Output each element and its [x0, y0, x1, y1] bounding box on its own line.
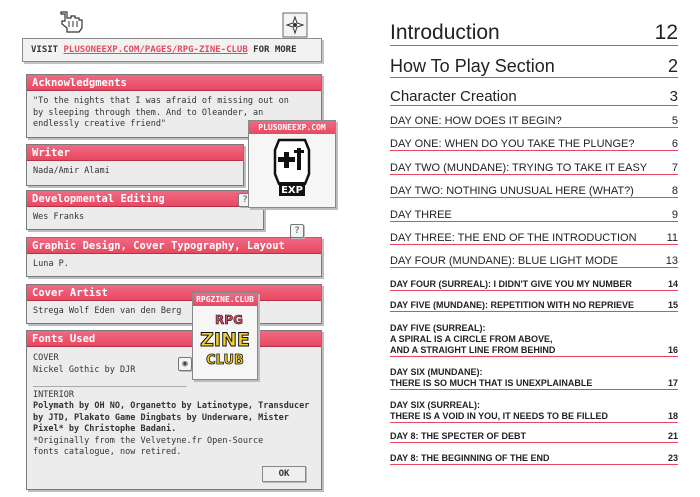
writer-window — [26, 144, 244, 186]
divider: ______________________________ — [33, 378, 187, 388]
acknowledgments-text: "To the nights that I was afraid of missing out on by sleeping through them. And to Oleander, an endlessly creative friend" — [33, 96, 289, 129]
window-title: Fonts Used — [27, 331, 321, 347]
toc-page-number: 2 — [667, 56, 678, 76]
toc-title: DAY THREE — [390, 209, 452, 221]
toc-page-number: 21 — [667, 431, 678, 441]
cover-font-text: Nickel Gothic by DJR — [33, 364, 136, 375]
toc-title: DAY SIX (MUNDANE): THERE IS SO MUCH THAT IS UNEXPLAINABLE — [390, 367, 593, 388]
toc-entry[interactable] — [390, 110, 678, 128]
toc-entry[interactable] — [390, 319, 678, 357]
toc-entry[interactable] — [390, 204, 678, 222]
toc-page-number: 7 — [671, 162, 678, 174]
toc-entry[interactable] — [390, 450, 678, 465]
rpgzine-logo-icon — [193, 306, 257, 378]
logo-line1: RPG — [215, 313, 243, 327]
toc-entry[interactable] — [390, 50, 678, 78]
ok-button[interactable]: OK — [262, 466, 306, 482]
logo-line3: CLUB — [206, 353, 244, 368]
plusone-logo-text: EXP — [281, 185, 303, 196]
toc-entry[interactable] — [390, 396, 678, 423]
toc-page-number: 8 — [671, 185, 678, 197]
writer-text: Nada/Amir Alami — [33, 166, 110, 176]
toc-entry[interactable] — [390, 296, 678, 312]
toc-page-number: 16 — [667, 345, 678, 355]
plusone-sticker — [248, 120, 336, 208]
cover-artist-text: Strega Wolf Eden van den Berg — [33, 306, 182, 316]
visit-url-bar — [22, 38, 322, 62]
window-title: Acknowledgments — [27, 75, 321, 91]
toc-title: DAY 8: THE BEGINNING OF THE END — [390, 453, 550, 463]
toc-title: DAY TWO: NOTHING UNUSUAL HERE (WHAT?) — [390, 185, 634, 197]
toc-title: DAY THREE: THE END OF THE INTRODUCTION — [390, 232, 637, 244]
sticker-title: PLUSONEEXP.COM — [249, 121, 335, 134]
toc-entry[interactable] — [390, 273, 678, 291]
footnote-text: *Originally from the Velvetyne.fr Open-Source fonts catalogue, now retired. — [33, 435, 264, 457]
window-title: Developmental Editing — [27, 191, 263, 207]
toc-entry[interactable] — [390, 180, 678, 198]
design-window — [26, 237, 322, 277]
window-title: Graphic Design, Cover Typography, Layout — [27, 238, 321, 254]
hand-cursor-icon — [58, 10, 84, 34]
url-suffix: FOR MORE — [247, 45, 297, 55]
toc-page-number: 23 — [667, 453, 678, 463]
sticker-title: RPGZINE.CLUB — [193, 293, 257, 306]
toc-page-number: 15 — [667, 300, 678, 310]
toc-page-number: 13 — [665, 255, 678, 267]
toc-title: How To Play Section — [390, 56, 555, 76]
toc-title: DAY 8: THE SPECTER OF DEBT — [390, 431, 527, 441]
url-prefix: VISIT — [31, 45, 64, 55]
interior-label: INTERIOR — [33, 389, 74, 400]
editing-text: Wes Franks — [33, 212, 85, 222]
toc-title: DAY FOUR (SURREAL): I DIDN'T GIVE YOU MY NUMBER — [390, 279, 632, 289]
rpgzine-sticker — [192, 292, 258, 380]
editing-window — [26, 190, 264, 230]
toc-title: DAY ONE: HOW DOES IT BEGIN? — [390, 115, 562, 127]
toc-title: Introduction — [390, 21, 500, 44]
toc-page-number: 3 — [669, 88, 678, 105]
toc-title: DAY FIVE (SURREAL): A SPIRAL IS A CIRCLE FROM ABOVE, AND A STRAIGHT LINE FROM BEHIND — [390, 323, 556, 355]
toc-title: DAY ONE: WHEN DO YOU TAKE THE PLUNGE? — [390, 138, 635, 150]
toc-page-number: 18 — [667, 411, 678, 421]
design-text: Luna P. — [33, 259, 69, 269]
help-icon[interactable]: ? — [290, 224, 304, 238]
zine-club-link[interactable]: PLUSONEEXP.COM/PAGES/RPG-ZINE-CLUB — [63, 45, 248, 55]
toc-page-number: 6 — [671, 138, 678, 150]
logo-line2: ZINE — [200, 329, 250, 351]
toc-entry[interactable] — [390, 133, 678, 151]
toc-page-number: 11 — [666, 232, 678, 244]
toc-entry[interactable] — [390, 157, 678, 175]
toc-entry[interactable] — [390, 250, 678, 268]
plusone-logo-icon — [249, 134, 335, 206]
table-of-contents — [350, 0, 700, 497]
cover-label: COVER — [33, 353, 59, 363]
toc-entry[interactable] — [390, 16, 678, 46]
toc-entry[interactable] — [390, 363, 678, 390]
window-title: Writer — [27, 145, 243, 161]
toc-title: DAY TWO (MUNDANE): TRYING TO TAKE IT EASY — [390, 162, 648, 174]
toc-title: DAY FIVE (MUNDANE): REPETITION WITH NO REPRIEVE — [390, 300, 635, 310]
toc-entry[interactable] — [390, 227, 678, 245]
interior-fonts-text: Polymath by OH NO, Organetto by Latinotype, Transducer by JTD, Plakato Game Dingbats by Underware, Mister Pixel* by Christophe Badani. — [33, 401, 310, 434]
toc-title: Character Creation — [390, 88, 517, 105]
toc-page-number: 12 — [654, 21, 678, 44]
toc-page-number: 9 — [671, 209, 678, 221]
toc-page-number: 5 — [671, 115, 678, 127]
window-title: Cover Artist — [27, 285, 321, 301]
cover-artist-window — [26, 284, 322, 324]
dice-badge-icon[interactable] — [282, 12, 308, 38]
toc-page-number: 14 — [667, 279, 678, 289]
toc-entry[interactable] — [390, 84, 678, 106]
help-icon[interactable]: ? — [238, 193, 252, 207]
toc-page-number: 17 — [667, 378, 678, 388]
toc-title: DAY FOUR (MUNDANE): BLUE LIGHT MODE — [390, 255, 618, 267]
eye-icon[interactable]: ◉ — [178, 357, 192, 371]
toc-title: DAY SIX (SURREAL): THERE IS A VOID IN YOU, IT NEEDS TO BE FILLED — [390, 400, 609, 421]
toc-entry[interactable] — [390, 428, 678, 443]
